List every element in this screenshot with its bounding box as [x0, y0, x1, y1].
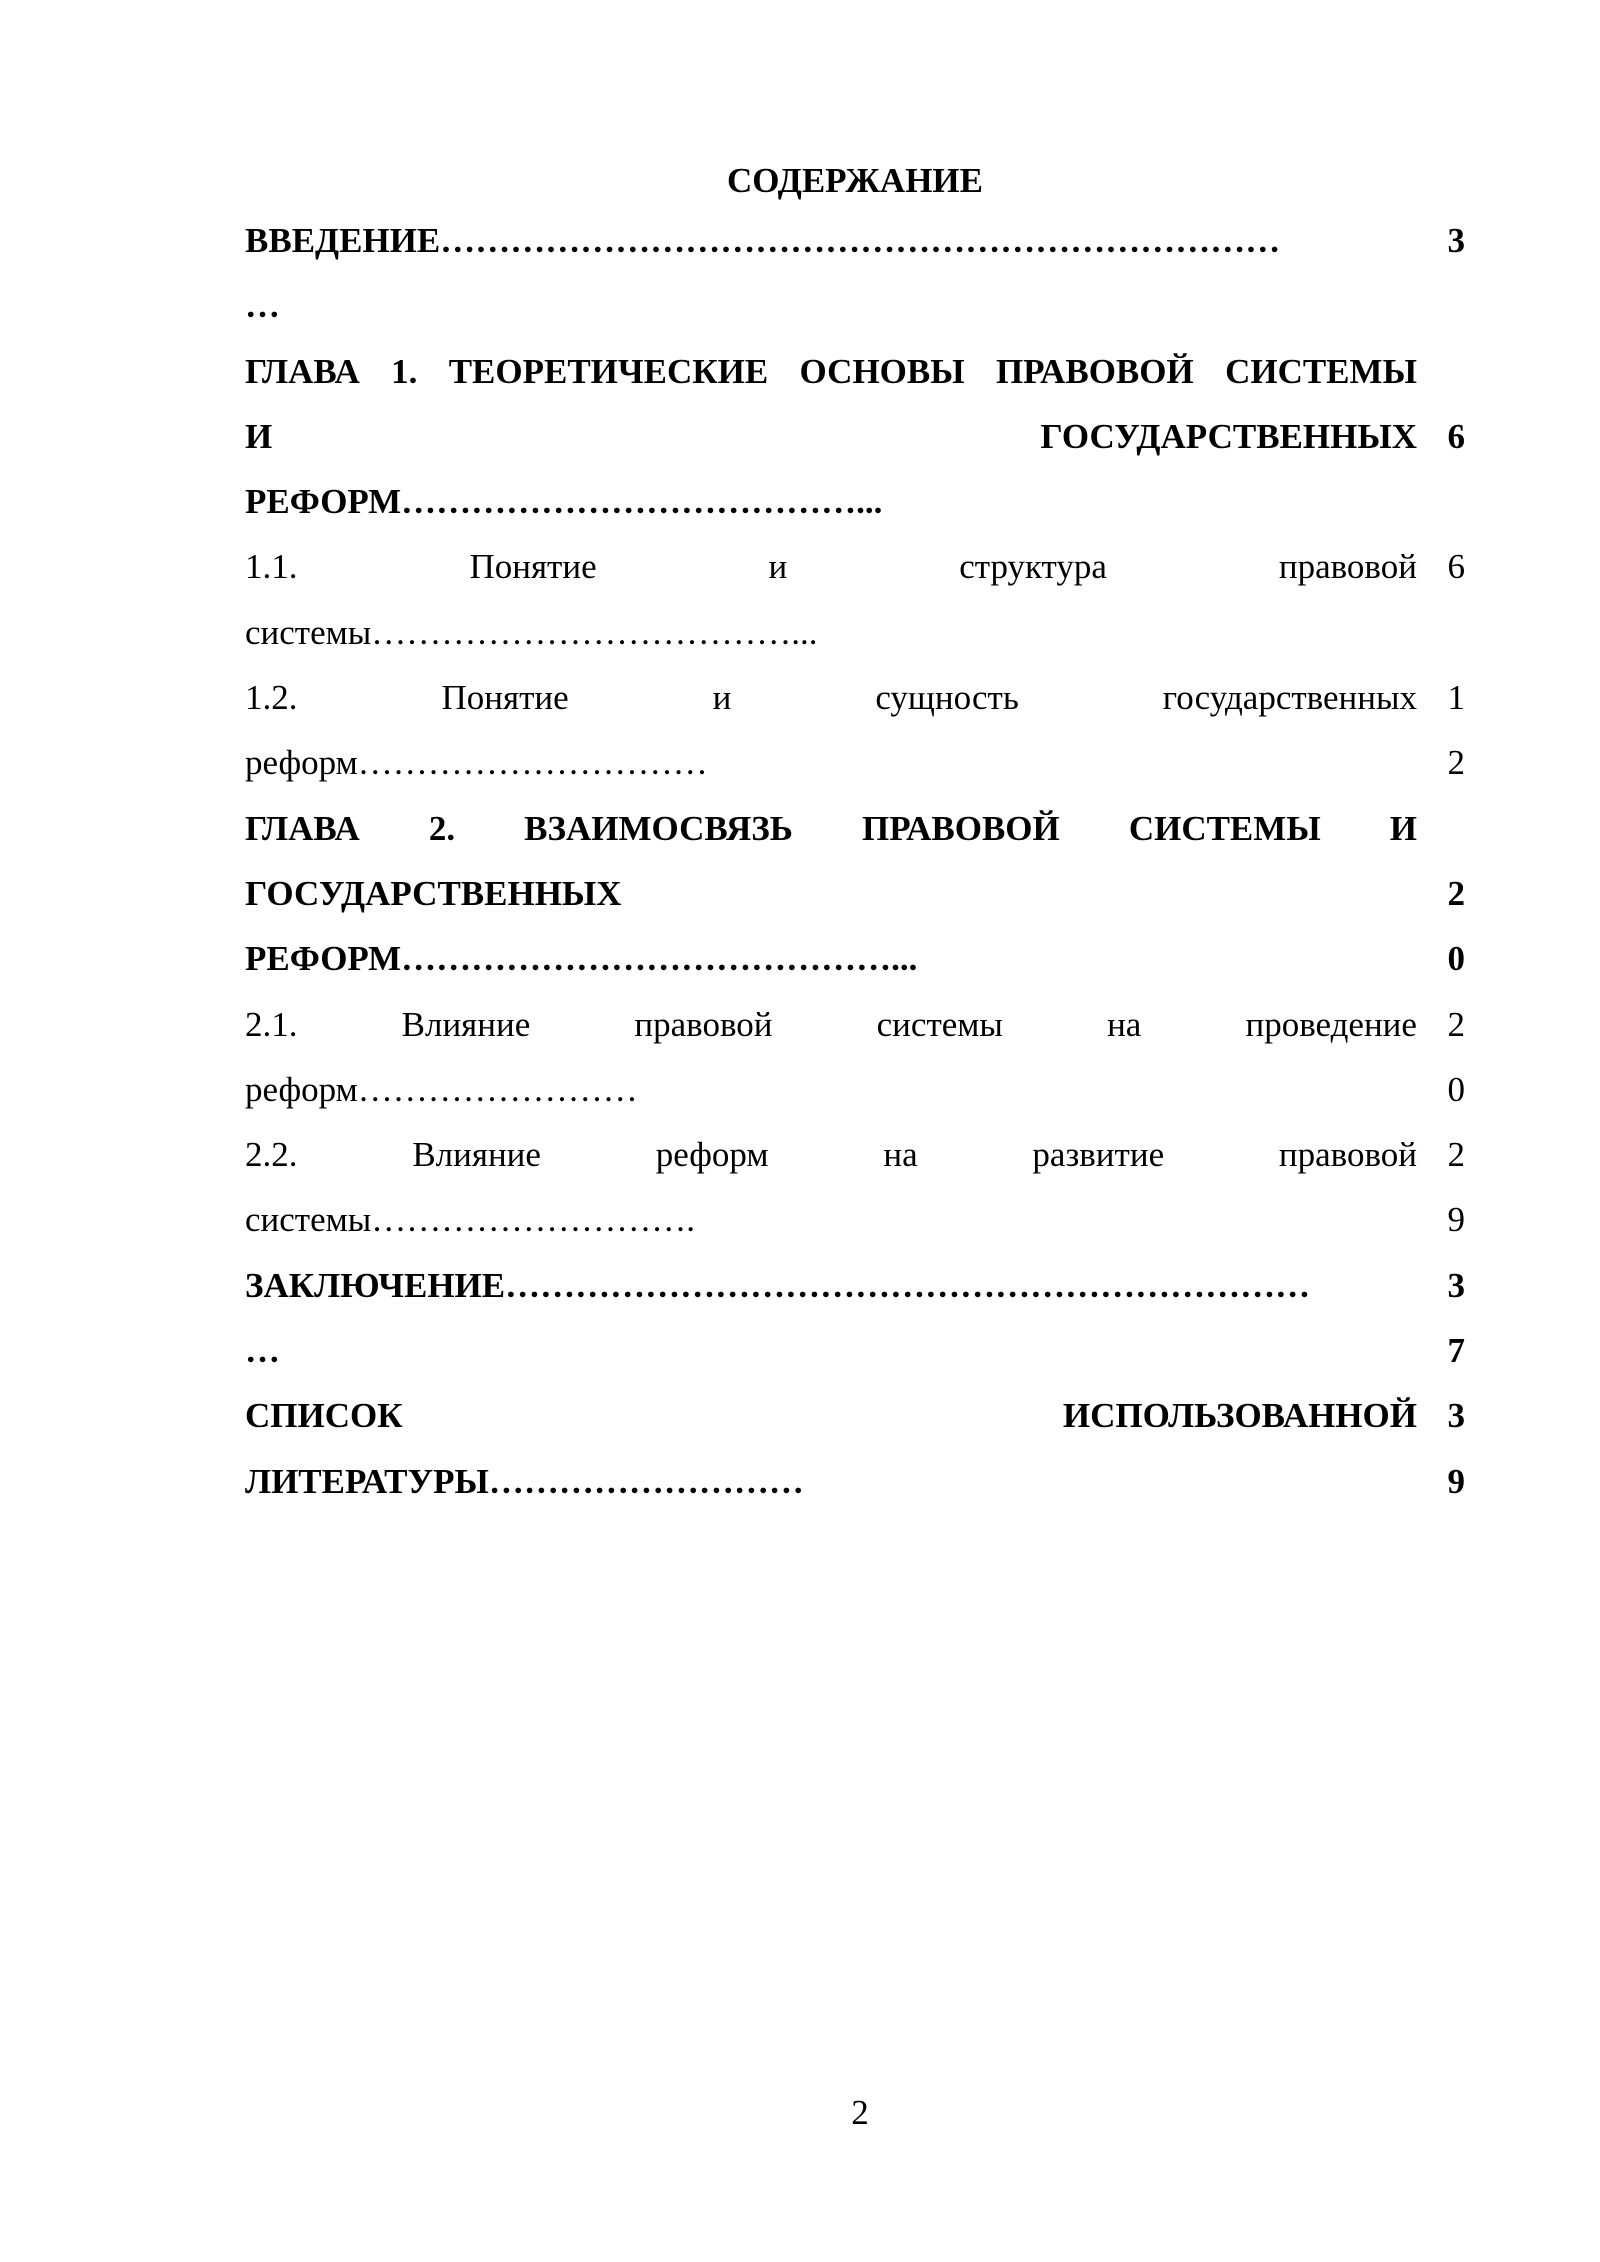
toc-line [245, 730, 1465, 795]
toc-line [245, 1253, 1465, 1318]
toc-word: И [1389, 808, 1417, 848]
toc-word: ПРАВОВОЙ [995, 351, 1194, 391]
toc-word: сущность [875, 678, 1019, 718]
toc-word: 1. [391, 351, 418, 391]
toc-word: на [1107, 1004, 1142, 1044]
toc-line [245, 273, 1465, 338]
toc-line [245, 600, 1465, 665]
toc-word: ЛИТЕРАТУРЫ……………………… [245, 1461, 804, 1501]
toc-line [245, 861, 1465, 926]
toc-entry-conclusion [245, 1253, 1465, 1384]
toc-word: правовой [1278, 547, 1417, 587]
toc-page-number [1417, 600, 1465, 665]
toc-word: государственных [1162, 678, 1417, 718]
toc-entry-section-1-1 [245, 534, 1465, 665]
toc-line [245, 339, 1465, 404]
toc-line-text [245, 339, 1417, 404]
toc-word: реформ………………………… [245, 743, 708, 783]
toc-page-number: 2 [1447, 1135, 1465, 1175]
toc-word: ВВЕДЕНИЕ……………………………………………………………… [245, 221, 1281, 260]
toc-entry-introduction [245, 208, 1465, 339]
toc-line-text [245, 1449, 1417, 1514]
toc-word: И [245, 416, 273, 456]
toc-word: системы [876, 1004, 1003, 1044]
toc-page-number: 2 [1447, 873, 1465, 913]
toc-line-text [245, 1253, 1417, 1318]
toc-entry-section-1-2 [245, 665, 1465, 796]
toc-word: … [245, 286, 280, 326]
toc-line [245, 796, 1465, 861]
toc-line-text [245, 469, 1417, 534]
toc-line [245, 665, 1465, 730]
toc-line [245, 469, 1465, 534]
toc-line [245, 1383, 1465, 1448]
toc-word: ИСПОЛЬЗОВАННОЙ [1062, 1396, 1417, 1436]
toc-page-number: 3 [1447, 221, 1465, 260]
toc-word: структура [959, 547, 1107, 587]
toc-line [245, 992, 1465, 1057]
toc-line-text [245, 665, 1417, 730]
toc-line [245, 1187, 1465, 1252]
toc-word: правовой [1278, 1135, 1417, 1175]
toc-entry-chapter-1 [245, 339, 1465, 535]
toc-line-text [245, 861, 1417, 926]
toc-word: 2.1. [245, 1004, 298, 1044]
toc-entry-bibliography [245, 1383, 1465, 1514]
toc-word: правовой [634, 1004, 773, 1044]
toc-line-text [245, 1187, 1417, 1252]
toc-word: ПРАВОВОЙ [861, 808, 1060, 848]
toc-page-number [1417, 469, 1465, 534]
toc-word: проведение [1245, 1004, 1417, 1044]
toc-word: СИСТЕМЫ [1128, 808, 1321, 848]
toc-page-number: 7 [1447, 1331, 1465, 1371]
toc-word: 2.2. [245, 1135, 298, 1175]
toc-line [245, 1449, 1465, 1514]
toc-line [245, 926, 1465, 991]
toc-word: ГЛАВА [245, 351, 360, 391]
toc-word: 1.1. [245, 547, 298, 587]
toc-line-text [245, 1318, 1417, 1383]
toc-word: ГОСУДАРСТВЕННЫХ [1040, 416, 1417, 456]
toc-word: РЕФОРМ…………………………………... [245, 482, 883, 522]
toc-line [245, 1318, 1465, 1383]
toc-word: Понятие [441, 678, 569, 718]
toc-word: ГОСУДАРСТВЕННЫХ [245, 873, 622, 913]
toc-page-number: 3 [1447, 1396, 1465, 1436]
toc-line [245, 1122, 1465, 1187]
toc-line-text [245, 1122, 1417, 1187]
toc-page-number [1417, 339, 1465, 404]
toc-line-text [245, 1057, 1417, 1122]
toc-word: ТЕОРЕТИЧЕСКИЕ [448, 351, 769, 391]
toc-line-text [245, 730, 1417, 795]
toc-page-number: 9 [1447, 1200, 1465, 1240]
page-number: 2 [851, 2093, 869, 2132]
toc-word: Влияние [401, 1004, 531, 1044]
toc-page-number: 3 [1447, 1265, 1465, 1305]
toc-line-text [245, 796, 1417, 861]
toc-word: и [712, 678, 732, 718]
toc-title: СОДЕРЖАНИЕ [726, 161, 983, 200]
toc-word: реформ [655, 1135, 769, 1175]
toc-page-number: 0 [1447, 939, 1465, 979]
toc-line-text [245, 208, 1417, 273]
toc-word: РЕФОРМ……………………………………... [245, 939, 918, 979]
toc-line-text [245, 600, 1417, 665]
toc-word: ОСНОВЫ [799, 351, 965, 391]
toc-line-text [245, 273, 1417, 338]
toc-line-text [245, 534, 1417, 599]
toc-line [245, 534, 1465, 599]
toc-page-number: 9 [1447, 1461, 1465, 1501]
toc-page-number: 2 [1447, 1004, 1465, 1044]
toc-word: системы………………………………... [245, 612, 818, 652]
toc-line-text [245, 926, 1417, 991]
toc-word: 2. [428, 808, 456, 848]
toc-word: системы………………………. [245, 1200, 696, 1240]
toc-line [245, 208, 1465, 273]
toc-entry-chapter-2 [245, 796, 1465, 992]
toc-line-text [245, 404, 1417, 469]
toc-word: на [883, 1135, 918, 1175]
toc-word: СИСТЕМЫ [1225, 351, 1417, 391]
toc-word: Понятие [469, 547, 597, 587]
toc-page-number: 1 [1447, 678, 1465, 718]
toc-entry-section-2-2 [245, 1122, 1465, 1253]
toc-word: … [245, 1331, 280, 1371]
table-of-contents [245, 208, 1465, 1514]
toc-page-number [1417, 796, 1465, 861]
toc-line-text [245, 1383, 1417, 1448]
toc-line [245, 404, 1465, 469]
toc-page-number: 2 [1447, 743, 1465, 783]
toc-page-number: 6 [1447, 547, 1465, 587]
toc-word: ВЗАИМОСВЯЗЬ [524, 808, 793, 848]
toc-word: СПИСОК [245, 1396, 403, 1436]
toc-page-number: 0 [1447, 1069, 1465, 1109]
toc-line [245, 1057, 1465, 1122]
toc-word: реформ…………………… [245, 1069, 638, 1109]
toc-entry-section-2-1 [245, 992, 1465, 1123]
toc-word: 1.2. [245, 678, 298, 718]
toc-word: ЗАКЛЮЧЕНИЕ…………………………………………………………… [245, 1265, 1311, 1305]
toc-word: Влияние [412, 1135, 541, 1175]
toc-page-number: 6 [1447, 416, 1465, 456]
toc-page-number [1417, 273, 1465, 338]
toc-word: развитие [1032, 1135, 1165, 1175]
toc-word: ГЛАВА [245, 808, 360, 848]
toc-line-text [245, 992, 1417, 1057]
toc-word: и [768, 547, 788, 587]
